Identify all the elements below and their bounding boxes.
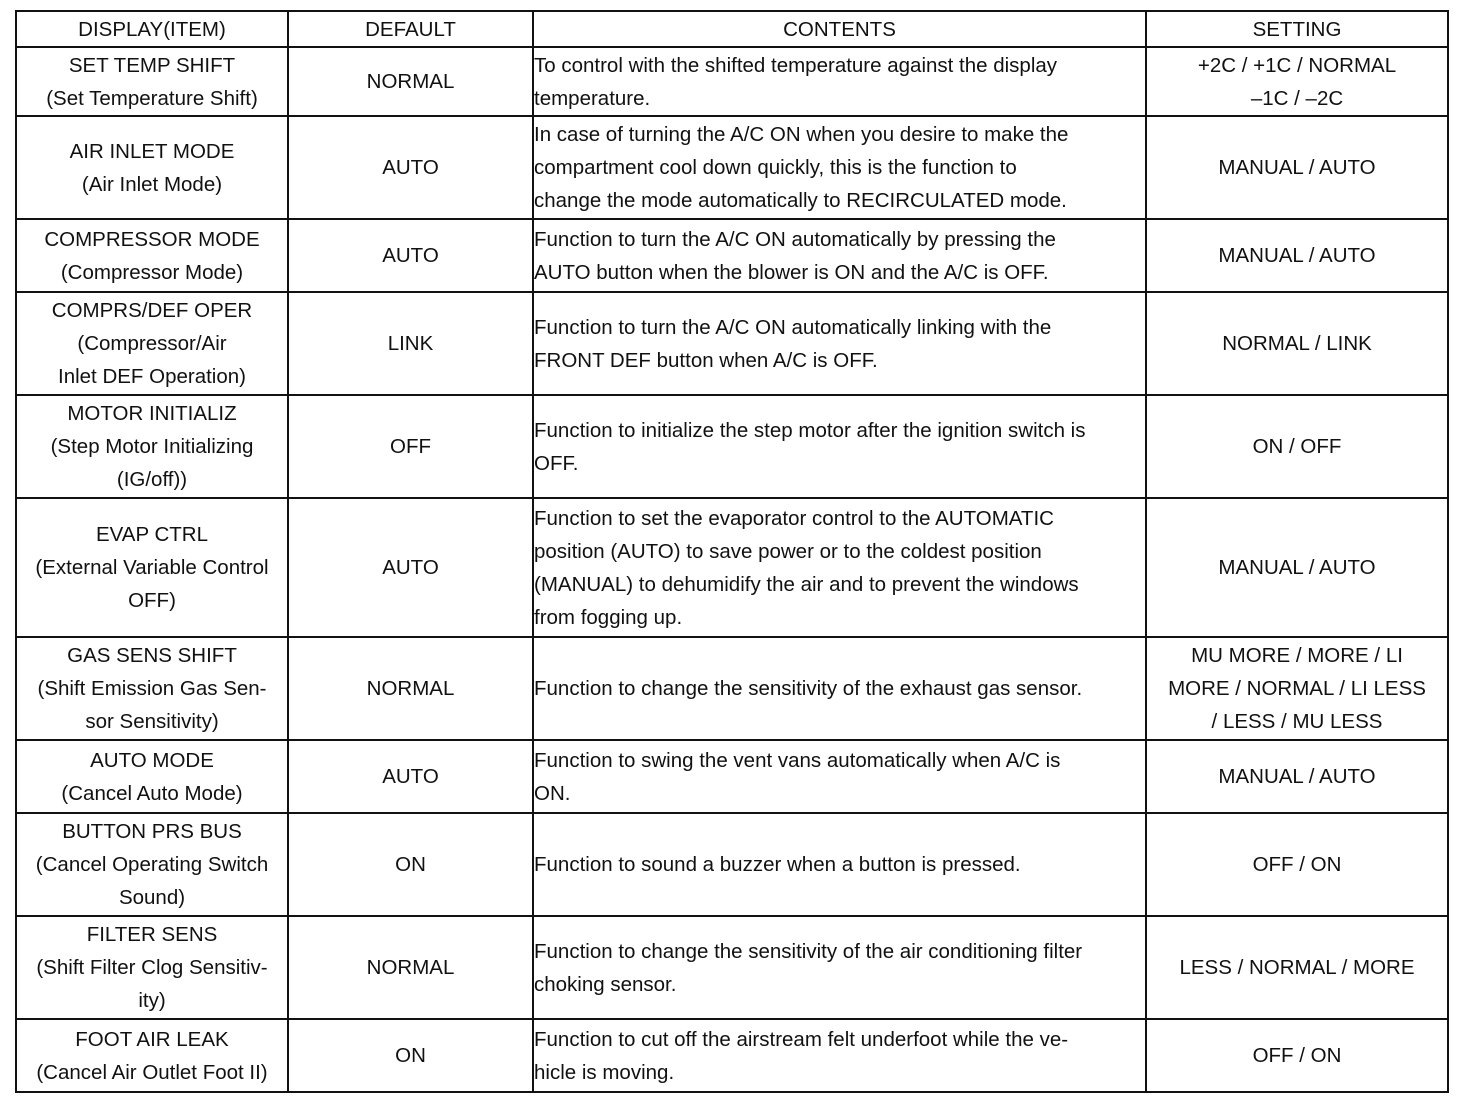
item-description: (Compressor Mode): [60, 260, 244, 284]
setting-line: LESS / NORMAL / MORE: [1179, 956, 1415, 979]
contents-line: Function to swing the vent vans automatically when A/C is: [534, 748, 1061, 772]
contents-line: AUTO button when the blower is ON and the A/C is OFF.: [534, 260, 1049, 284]
default-cell: NORMAL: [288, 47, 533, 116]
item-name: SET TEMP SHIFT: [68, 53, 236, 77]
contents-cell: [533, 637, 1146, 740]
item-cell: [16, 116, 288, 219]
setting-line: MANUAL / AUTO: [1218, 156, 1376, 179]
item-name: COMPRESSOR MODE: [44, 227, 260, 251]
default-cell: ON: [288, 1019, 533, 1092]
contents-line: (MANUAL) to dehumidify the air and to prevent the windows: [534, 572, 1079, 596]
item-description: (Shift Filter Clog Sensitiv-: [36, 956, 268, 979]
default-cell: ON: [288, 813, 533, 916]
item-description: (Step Motor Initializing: [50, 435, 254, 458]
default-cell: NORMAL: [288, 916, 533, 1019]
table-row: [16, 47, 1448, 116]
item-cell: [16, 219, 288, 292]
table-row: [16, 813, 1448, 916]
item-name: GAS SENS SHIFT: [67, 644, 237, 667]
item-description: OFF): [128, 589, 176, 612]
table-row: [16, 219, 1448, 292]
setting-line: +2C / +1C / NORMAL: [1197, 53, 1397, 77]
item-description: sor Sensitivity): [85, 710, 219, 733]
item-description: (Shift Emission Gas Sen-: [37, 677, 267, 700]
contents-line: Function to sound a buzzer when a button is pressed.: [534, 853, 1021, 876]
item-name: COMPRS/DEF OPER: [51, 299, 253, 322]
item-name: MOTOR INITIALIZ: [67, 402, 237, 425]
item-name: AIR INLET MODE: [69, 139, 235, 163]
table-row: [16, 292, 1448, 395]
item-cell: [16, 1019, 288, 1092]
item-name: EVAP CTRL: [95, 523, 209, 546]
default-cell: AUTO: [288, 219, 533, 292]
setting-line: MANUAL / AUTO: [1218, 556, 1376, 579]
item-cell: [16, 292, 288, 395]
item-description: (Cancel Operating Switch: [35, 853, 269, 876]
item-description: ity): [138, 989, 166, 1012]
contents-line: hicle is moving.: [534, 1060, 675, 1084]
contents-line: Function to turn the A/C ON automatically by pressing the: [534, 227, 1056, 251]
contents-line: from fogging up.: [534, 605, 683, 629]
item-description: Sound): [118, 886, 186, 909]
contents-line: Function to change the sensitivity of the air conditioning filter: [534, 939, 1083, 963]
contents-line: Function to cut off the airstream felt underfoot while the ve-: [534, 1027, 1069, 1051]
item-cell: [16, 813, 288, 916]
item-cell: [16, 47, 288, 116]
contents-cell: [533, 1019, 1146, 1092]
header-display-item: DISPLAY(ITEM): [16, 11, 288, 47]
header-setting: SETTING: [1146, 11, 1448, 47]
setting-line: MU MORE / MORE / LI: [1191, 644, 1403, 667]
header-contents: CONTENTS: [533, 11, 1146, 47]
item-description: (Cancel Air Outlet Foot II): [36, 1060, 268, 1084]
table-row: [16, 740, 1448, 813]
setting-line: / LESS / MU LESS: [1211, 710, 1383, 733]
item-description: (Air Inlet Mode): [81, 172, 223, 196]
setting-line: MORE / NORMAL / LI LESS: [1168, 677, 1426, 700]
contents-line: choking sensor.: [534, 972, 677, 996]
contents-line: OFF.: [534, 451, 579, 475]
default-cell: AUTO: [288, 498, 533, 637]
default-cell: AUTO: [288, 740, 533, 813]
contents-cell: [533, 219, 1146, 292]
item-description: (Compressor/Air: [77, 332, 227, 355]
contents-line: position (AUTO) to save power or to the coldest position: [534, 539, 1042, 563]
setting-line: ON / OFF: [1252, 435, 1342, 458]
contents-cell: [533, 395, 1146, 498]
contents-cell: [533, 116, 1146, 219]
setting-cell: [1146, 498, 1448, 637]
customize-settings-table: [15, 10, 1449, 1093]
setting-line: OFF / ON: [1252, 853, 1342, 876]
table-row: [16, 1019, 1448, 1092]
contents-line: Function to change the sensitivity of the exhaust gas sensor.: [534, 677, 1083, 700]
table-row: [16, 395, 1448, 498]
contents-line: In case of turning the A/C ON when you desire to make the: [534, 123, 1069, 146]
setting-cell: [1146, 395, 1448, 498]
contents-cell: [533, 813, 1146, 916]
setting-cell: [1146, 813, 1448, 916]
contents-line: Function to initialize the step motor after the ignition switch is: [534, 418, 1086, 442]
item-name: FILTER SENS: [86, 923, 218, 946]
item-cell: [16, 498, 288, 637]
item-cell: [16, 637, 288, 740]
contents-line: change the mode automatically to RECIRCULATED mode.: [534, 189, 1067, 212]
table-row: [16, 916, 1448, 1019]
contents-cell: [533, 498, 1146, 637]
setting-cell: [1146, 116, 1448, 219]
setting-line: MANUAL / AUTO: [1218, 244, 1376, 267]
item-description: (Cancel Auto Mode): [61, 781, 243, 805]
table-row: [16, 637, 1448, 740]
setting-cell: [1146, 292, 1448, 395]
setting-line: –1C / –2C: [1250, 86, 1344, 110]
item-cell: [16, 395, 288, 498]
item-name: FOOT AIR LEAK: [75, 1027, 229, 1051]
item-description: (IG/off)): [116, 468, 188, 491]
table-row: [16, 116, 1448, 219]
contents-cell: [533, 916, 1146, 1019]
setting-cell: [1146, 1019, 1448, 1092]
default-cell: NORMAL: [288, 637, 533, 740]
contents-cell: [533, 47, 1146, 116]
contents-line: Function to set the evaporator control to the AUTOMATIC: [534, 506, 1054, 530]
contents-cell: [533, 740, 1146, 813]
item-description: Inlet DEF Operation): [58, 365, 246, 388]
setting-cell: [1146, 47, 1448, 116]
contents-line: compartment cool down quickly, this is the function to: [534, 156, 1017, 179]
item-name: BUTTON PRS BUS: [62, 820, 242, 843]
contents-line: To control with the shifted temperature against the display: [534, 53, 1058, 77]
setting-line: OFF / ON: [1252, 1044, 1342, 1067]
contents-line: temperature.: [534, 86, 651, 110]
item-cell: [16, 740, 288, 813]
item-description: (External Variable Control: [35, 556, 269, 579]
contents-line: Function to turn the A/C ON automatically linking with the: [534, 315, 1052, 339]
setting-cell: [1146, 219, 1448, 292]
default-cell: LINK: [288, 292, 533, 395]
setting-line: MANUAL / AUTO: [1218, 765, 1376, 788]
header-default: DEFAULT: [288, 11, 533, 47]
contents-line: FRONT DEF button when A/C is OFF.: [534, 348, 878, 372]
default-cell: OFF: [288, 395, 533, 498]
item-name: AUTO MODE: [90, 748, 214, 772]
setting-cell: [1146, 740, 1448, 813]
table-row: [16, 498, 1448, 637]
setting-cell: [1146, 916, 1448, 1019]
item-description: (Set Temperature Shift): [46, 86, 258, 110]
setting-line: NORMAL / LINK: [1222, 332, 1372, 355]
contents-line: ON.: [534, 781, 571, 805]
contents-cell: [533, 292, 1146, 395]
default-cell: AUTO: [288, 116, 533, 219]
item-cell: [16, 916, 288, 1019]
table-header-row: [16, 11, 1448, 47]
setting-cell: [1146, 637, 1448, 740]
